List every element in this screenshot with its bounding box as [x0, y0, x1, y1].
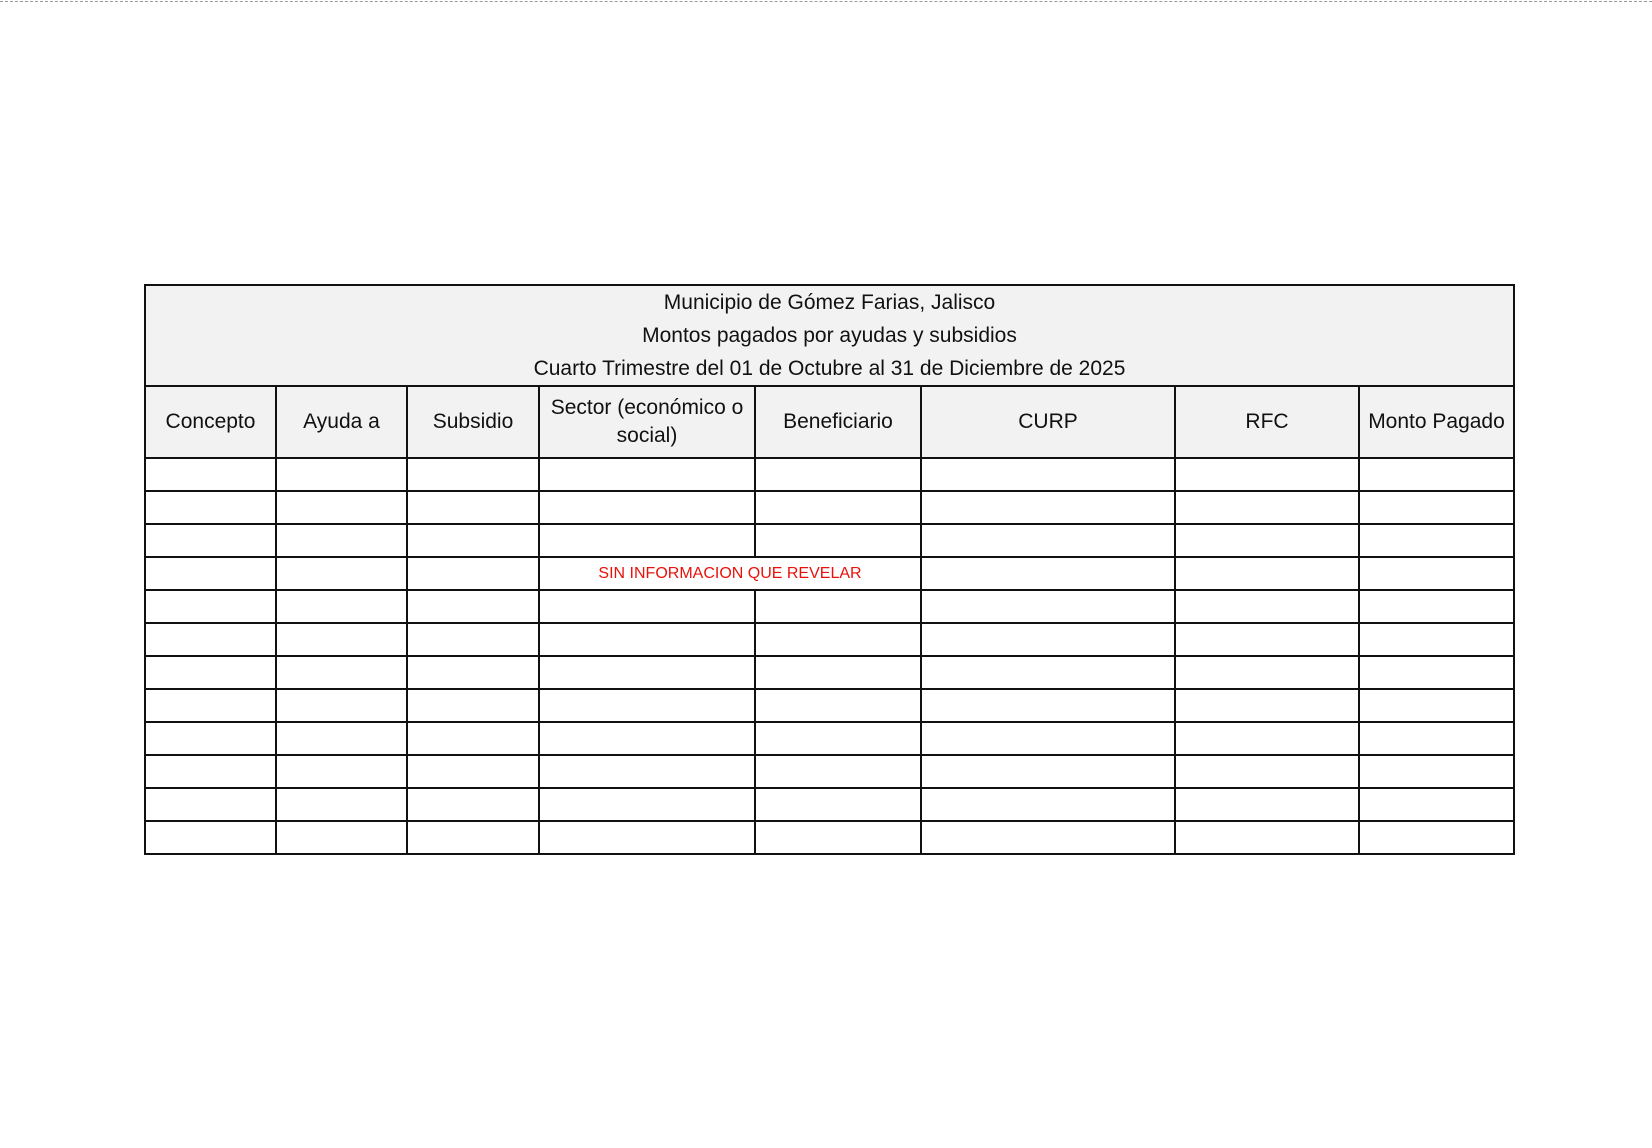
municipality-title: Municipio de Gómez Farias, Jalisco — [663, 291, 996, 314]
table-title-block — [145, 285, 1514, 386]
table-title-row — [145, 285, 1514, 386]
table-cell — [1175, 623, 1359, 656]
table-cell — [1359, 557, 1514, 590]
table-cell — [145, 788, 276, 821]
report-subtitle: Montos pagados por ayudas y subsidios — [642, 324, 1017, 347]
table-cell — [145, 590, 276, 623]
table-cell — [755, 689, 921, 722]
table-cell — [276, 623, 407, 656]
table-cell — [755, 656, 921, 689]
table-cell — [1175, 722, 1359, 755]
table-cell — [276, 458, 407, 491]
table-cell — [407, 821, 539, 854]
table-cell — [1359, 590, 1514, 623]
table-cell — [145, 656, 276, 689]
table-cell — [755, 788, 921, 821]
table-cell — [145, 722, 276, 755]
table-row — [145, 590, 1514, 623]
report-period: Cuarto Trimestre del 01 de Octubre al 31 de Diciembre de 2025 — [533, 357, 1126, 380]
table-row — [145, 491, 1514, 524]
table-cell — [539, 590, 755, 623]
table-cell — [921, 755, 1175, 788]
column-header-ayuda: Ayuda a — [276, 386, 407, 458]
table-cell — [1359, 821, 1514, 854]
subsidy-payments-table — [144, 284, 1515, 855]
table-cell — [1175, 458, 1359, 491]
table-cell — [921, 788, 1175, 821]
table-cell — [755, 524, 921, 557]
table-cell — [407, 755, 539, 788]
table-cell — [1175, 557, 1359, 590]
table-row — [145, 689, 1514, 722]
table-cell — [921, 491, 1175, 524]
table-row-notice — [145, 557, 1514, 590]
table-row — [145, 458, 1514, 491]
table-row — [145, 722, 1514, 755]
column-header-beneficiario: Beneficiario — [755, 386, 921, 458]
column-header-curp: CURP — [921, 386, 1175, 458]
table-cell — [407, 788, 539, 821]
table-cell — [1359, 656, 1514, 689]
table-cell — [1175, 821, 1359, 854]
column-header-sector: Sector (económico o social) — [539, 386, 755, 458]
column-header-subsidio: Subsidio — [407, 386, 539, 458]
table-cell — [276, 491, 407, 524]
table-cell — [145, 458, 276, 491]
column-header-rfc: RFC — [1175, 386, 1359, 458]
table-cell — [539, 491, 755, 524]
table-cell — [921, 689, 1175, 722]
table-cell — [145, 821, 276, 854]
table-cell — [539, 689, 755, 722]
table-cell — [539, 458, 755, 491]
table-cell — [921, 458, 1175, 491]
table-cell — [921, 524, 1175, 557]
table-cell — [539, 656, 755, 689]
table-cell — [539, 524, 755, 557]
table-cell — [1359, 788, 1514, 821]
table-cell — [1175, 491, 1359, 524]
table-cell — [145, 557, 276, 590]
table-cell — [276, 524, 407, 557]
table-cell — [1175, 590, 1359, 623]
column-header-monto: Monto Pagado — [1359, 386, 1514, 458]
table-row — [145, 755, 1514, 788]
table-row — [145, 788, 1514, 821]
table-cell — [407, 458, 539, 491]
table-cell — [921, 590, 1175, 623]
table-row — [145, 524, 1514, 557]
table-cell — [921, 557, 1175, 590]
table-cell — [407, 689, 539, 722]
table-cell — [755, 722, 921, 755]
table-cell — [1359, 623, 1514, 656]
table-cell — [539, 722, 755, 755]
table-cell — [755, 623, 921, 656]
table-cell — [276, 788, 407, 821]
table-cell — [407, 524, 539, 557]
table-cell — [276, 722, 407, 755]
table-cell — [1359, 689, 1514, 722]
table-cell — [407, 491, 539, 524]
table-cell — [921, 722, 1175, 755]
table-cell — [407, 656, 539, 689]
table-cell — [755, 821, 921, 854]
table-cell — [1359, 458, 1514, 491]
table-cell — [755, 755, 921, 788]
table-cell — [276, 755, 407, 788]
table-cell — [276, 557, 407, 590]
table-cell — [1175, 524, 1359, 557]
table-cell — [1359, 755, 1514, 788]
no-information-notice: SIN INFORMACION QUE REVELAR — [539, 557, 921, 590]
table-cell — [145, 524, 276, 557]
table-cell — [1175, 788, 1359, 821]
table-cell — [755, 458, 921, 491]
table-cell — [539, 821, 755, 854]
table-cell — [921, 623, 1175, 656]
table-cell — [407, 722, 539, 755]
table-cell — [1359, 524, 1514, 557]
table-row — [145, 656, 1514, 689]
table-cell — [921, 656, 1175, 689]
table-cell — [1175, 755, 1359, 788]
table-cell — [1359, 722, 1514, 755]
table-cell — [145, 755, 276, 788]
table-cell — [145, 623, 276, 656]
column-header-concepto: Concepto — [145, 386, 276, 458]
table-cell — [276, 656, 407, 689]
table-cell — [276, 590, 407, 623]
table-cell — [145, 491, 276, 524]
table-cell — [539, 755, 755, 788]
table-cell — [1175, 656, 1359, 689]
table-cell — [755, 491, 921, 524]
table-row — [145, 821, 1514, 854]
table-cell — [407, 623, 539, 656]
table-cell — [276, 689, 407, 722]
table-cell — [1175, 689, 1359, 722]
column-header-row — [145, 386, 1514, 458]
table-cell — [407, 557, 539, 590]
table-cell — [407, 590, 539, 623]
table-cell — [539, 788, 755, 821]
table-cell — [1359, 491, 1514, 524]
page-top-dashed-rule — [0, 1, 1652, 2]
table-cell — [755, 590, 921, 623]
table-cell — [539, 623, 755, 656]
table-cell — [921, 821, 1175, 854]
table-cell — [276, 821, 407, 854]
table-cell — [145, 689, 276, 722]
table-row — [145, 623, 1514, 656]
